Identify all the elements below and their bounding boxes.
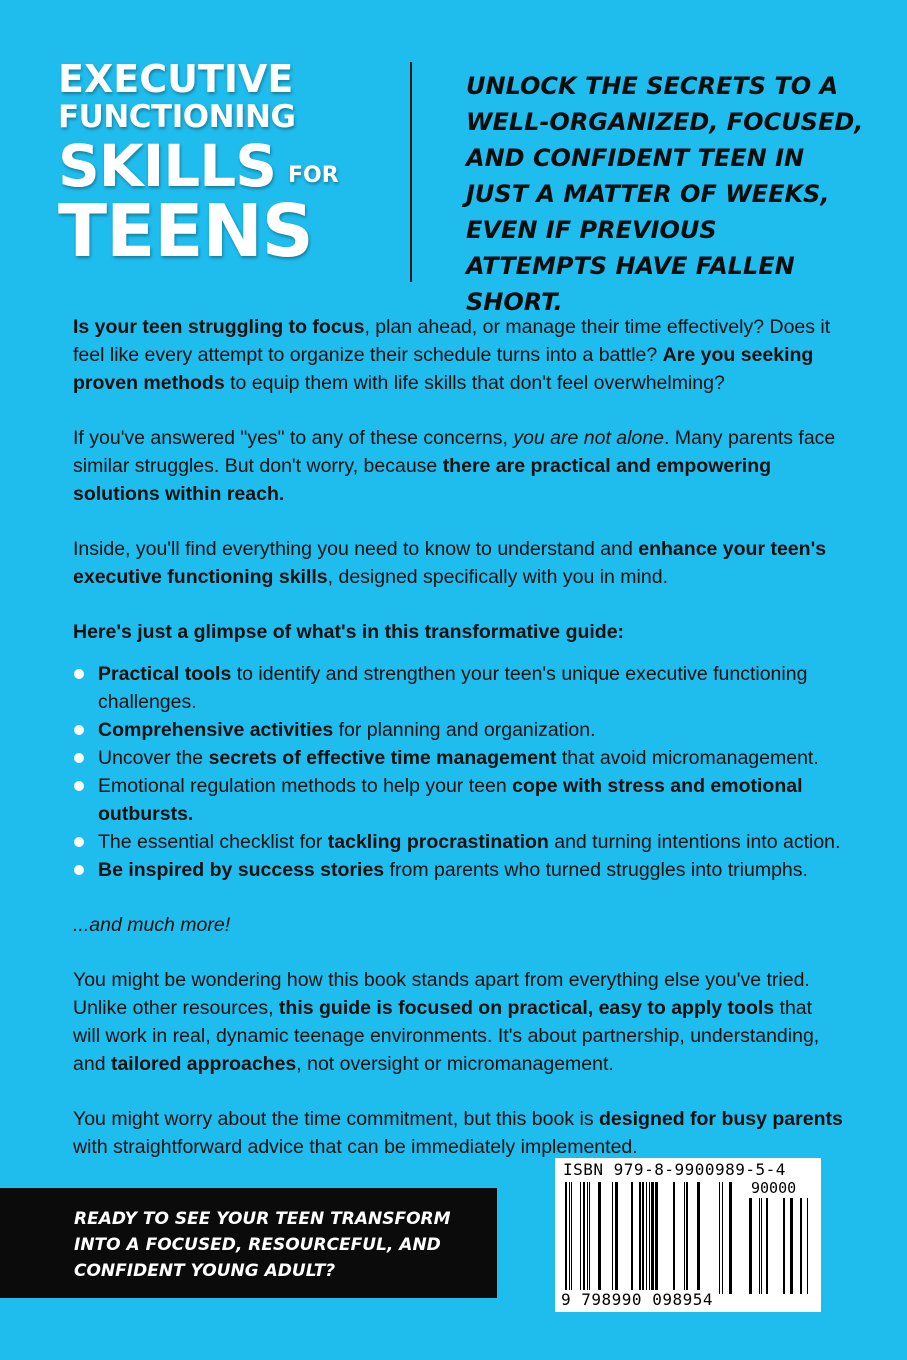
- text: for planning and organization.: [333, 719, 596, 741]
- text: to equip them with life skills that don't feel overwhelming?: [224, 372, 725, 394]
- barcode-digits: 9 798990 098954: [561, 1290, 713, 1309]
- blurb: [73, 313, 843, 1188]
- title-line-teens: TEENS: [58, 189, 313, 273]
- paragraph-inside: [73, 535, 843, 591]
- text-bold: designed for busy parents: [599, 1108, 843, 1130]
- bullet-dot-icon: [74, 669, 84, 679]
- text-bold: Comprehensive activities: [98, 719, 334, 741]
- text: Emotional regulation methods to help your teen: [98, 775, 513, 797]
- paragraph-intro: [73, 313, 843, 397]
- text-bold: Are you seeking proven methods: [73, 344, 814, 394]
- book-title: [58, 57, 339, 273]
- text: with straightforward advice that can be immediately implemented.: [73, 1136, 638, 1158]
- text: that will work in real, dynamic teenage environments. It's about partnership, understanding, and: [73, 997, 820, 1075]
- bullet-dot-icon: [74, 865, 84, 875]
- text-bold: tailored approaches: [110, 1053, 297, 1075]
- isbn-barcode: [555, 1158, 821, 1312]
- text: You might worry about the time commitment, but this book is: [73, 1108, 600, 1130]
- list-item: [73, 744, 843, 772]
- list-item: [73, 660, 843, 716]
- text-bold: secrets of effective time management: [208, 747, 557, 769]
- text: , plan ahead, or manage their time effectively? Does it feel like every attempt to organize their schedule turns into a battle?: [73, 316, 831, 366]
- paragraph-not-alone: [73, 424, 843, 508]
- title-word-for: FOR: [288, 163, 339, 188]
- barcode-addon-label: 90000: [751, 1179, 797, 1197]
- list-item: [73, 716, 843, 744]
- title-row-skills: [58, 132, 339, 200]
- text-bold: there are practical and empowering solutions within reach.: [73, 455, 772, 505]
- and-much-more: ...and much more!: [73, 914, 231, 936]
- text-italic: you are not alone: [513, 427, 665, 449]
- text: , not oversight or micromanagement.: [296, 1053, 614, 1075]
- text: , designed specifically with you in mind.: [327, 566, 668, 588]
- list-item: [73, 772, 843, 828]
- title-line-functioning: FUNCTIONING: [58, 99, 296, 135]
- text: and turning intentions into action.: [548, 831, 841, 853]
- feature-list: [73, 660, 843, 884]
- text: to identify and strengthen your teen's unique executive functioning challenges.: [98, 663, 808, 713]
- text: Inside, you'll find everything you need to know to understand and: [73, 538, 639, 560]
- title-line-executive: EXECUTIVE: [58, 57, 294, 101]
- tagline: UNLOCK THE SECRETS TO A WELL-ORGANIZED, FOCUSED, AND CONFIDENT TEEN IN JUST A MATTER OF WEEKS, EVEN IF PREVIOUS ATTEMPTS HAVE FALLEN SHORT.: [466, 72, 864, 316]
- title-divider: [410, 62, 412, 282]
- call-to-action-text: READY TO SEE YOUR TEEN TRANSFORM INTO A FOCUSED, RESOURCEFUL, AND CONFIDENT YOUNG ADULT?: [74, 1209, 451, 1281]
- text-bold: cope with stress and emotional outbursts.: [98, 775, 803, 825]
- text: Uncover the: [98, 747, 209, 769]
- text: from parents who turned struggles into triumphs.: [384, 859, 808, 881]
- bullet-dot-icon: [74, 781, 84, 791]
- text-bold: this guide is focused on practical, easy to apply tools: [278, 997, 775, 1019]
- bullet-dot-icon: [74, 837, 84, 847]
- bullet-dot-icon: [74, 753, 84, 763]
- text: The essential checklist for: [98, 831, 328, 853]
- text-bold: Be inspired by success stories: [98, 859, 385, 881]
- glimpse-heading: Here's just a glimpse of what's in this transformative guide:: [73, 621, 625, 643]
- text: You might be wondering how this book stands apart from everything else you've tried. Unlike other resources,: [73, 969, 810, 1019]
- text-bold: enhance your teen's executive functioning skills: [73, 538, 827, 588]
- title-line-skills: SKILLS: [58, 132, 276, 200]
- text-bold: Practical tools: [98, 663, 232, 685]
- text-bold: tackling procrastination: [327, 831, 549, 853]
- list-item: [73, 828, 843, 856]
- paragraph-time-commitment: [73, 1105, 843, 1161]
- isbn-label: ISBN 979-8-9900989-5-4: [563, 1160, 786, 1179]
- barcode-bars-icon: [565, 1182, 745, 1294]
- text: . Many parents face similar struggles. But don't worry, because: [73, 427, 836, 477]
- bullet-dot-icon: [74, 725, 84, 735]
- text: If you've answered "yes" to any of these concerns,: [73, 427, 514, 449]
- text-bold: Is your teen struggling to focus: [73, 316, 365, 338]
- paragraph-stands-apart: [73, 966, 843, 1078]
- list-item: [73, 856, 843, 884]
- text: that avoid micromanagement.: [556, 747, 819, 769]
- barcode-addon-bars-icon: [749, 1198, 811, 1294]
